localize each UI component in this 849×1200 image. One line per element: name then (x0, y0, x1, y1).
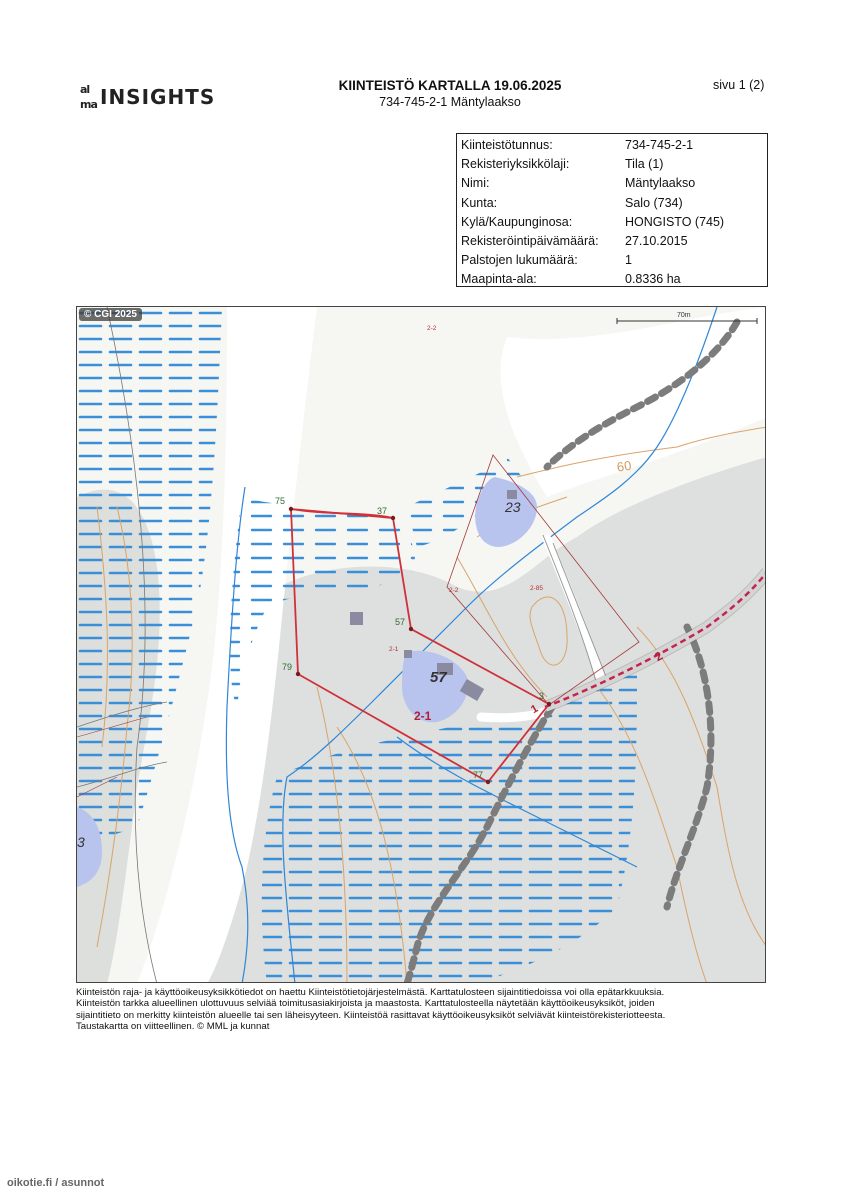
page-number: sivu 1 (2) (713, 78, 765, 92)
property-row (461, 270, 767, 289)
property-value: 734-745-2-1 (625, 138, 694, 152)
building-number: 57 (430, 669, 447, 686)
property-row (461, 213, 767, 232)
property-info-table (456, 133, 768, 287)
document-subtitle: 734-745-2-1 Mäntylaakso (379, 95, 521, 109)
map-copyright-badge: © CGI 2025 (79, 308, 142, 321)
parcel-code: 2 (652, 648, 666, 665)
property-value: Salo (734) (625, 195, 683, 210)
boundary-point-label: 77 (473, 770, 484, 780)
property-row (461, 155, 767, 174)
property-value: HONGISTO (745) (625, 214, 725, 229)
property-row (461, 251, 767, 270)
property-map[interactable] (76, 306, 766, 983)
map-disclaimer (76, 987, 766, 1032)
alma-insights-logo (80, 84, 215, 110)
property-key: Rekisteröintipäivämäärä: (461, 234, 599, 249)
building (404, 650, 412, 658)
property-value: 0.8336 ha (625, 272, 681, 287)
property-key: Rekisteriyksikkölaji: (461, 157, 570, 172)
boundary-point-label: 37 (377, 506, 388, 516)
property-row (461, 136, 767, 155)
disclaimer-line: sijaintitieto on merkitty kiinteistön alueelle tai sen läheisyyteen. Kiinteistöä rasittavat käyttöoikeusyksiköt selviävät kiinteistörekisteriotteesta. (76, 1009, 666, 1021)
building (350, 612, 363, 625)
logo-mark-bottom: ma (80, 98, 97, 111)
property-key: Maapinta-ala: (461, 272, 537, 287)
property-value: Tila (1) (625, 157, 664, 172)
property-key: Nimi: (461, 176, 490, 191)
parcel-code: 2-1 (389, 646, 399, 653)
property-value: 27.10.2015 (625, 234, 688, 249)
property-value: 1 (625, 253, 632, 268)
building-number: 3 (77, 834, 85, 850)
boundary-point-label: 79 (282, 662, 293, 672)
boundary-point-label: 3 (539, 691, 545, 701)
building (507, 490, 517, 499)
disclaimer-line: Kiinteistön raja- ja käyttöoikeusyksikkötiedot on haettu Kiinteistötietojärjestelmästä. Karttatulosteen sijaintitiedoissa voi olla epätarkkuuksia. (76, 987, 665, 998)
parcel-code: 2-2 (427, 325, 437, 332)
disclaimer-line: Taustakartta on viitteellinen. © MML ja kunnat (76, 1020, 270, 1032)
property-key: Kiinteistötunnus: (461, 138, 553, 152)
boundary-point-label: 57 (395, 617, 406, 627)
property-row (461, 174, 767, 193)
property-row (461, 232, 767, 251)
parcel-code: 2-1 (414, 709, 432, 723)
map-canvas (77, 307, 766, 983)
document-title: KIINTEISTÖ KARTALLA 19.06.2025 (338, 78, 562, 93)
property-value: Mäntylaakso (625, 176, 696, 191)
parcel-code: 1 (529, 702, 541, 717)
logo-text: INSIGHTS (100, 85, 216, 109)
property-key: Palstojen lukumäärä: (461, 253, 578, 268)
boundary-point-label: 75 (275, 496, 286, 506)
parcel-code: 2-85 (530, 585, 544, 592)
property-key: Kunta: (461, 195, 498, 210)
parcel-code: 2-2 (449, 587, 459, 594)
logo-mark-top: al (80, 83, 90, 96)
property-key: Kylä/Kaupunginosa: (461, 214, 573, 229)
logo-mark (80, 84, 98, 110)
contour-label: 60 (615, 457, 633, 475)
building-number: 23 (505, 499, 521, 515)
property-row (461, 194, 767, 213)
scale-label: 70m (677, 312, 691, 319)
source-watermark: oikotie.fi / asunnot (7, 1177, 105, 1189)
disclaimer-line: Kiinteistön tarkka alueellinen ulottuvuus selviää toimitusasiakirjoista ja maastosta. Karttatulosteella näytetään käyttöoikeusyksiköt, joiden (76, 998, 655, 1010)
